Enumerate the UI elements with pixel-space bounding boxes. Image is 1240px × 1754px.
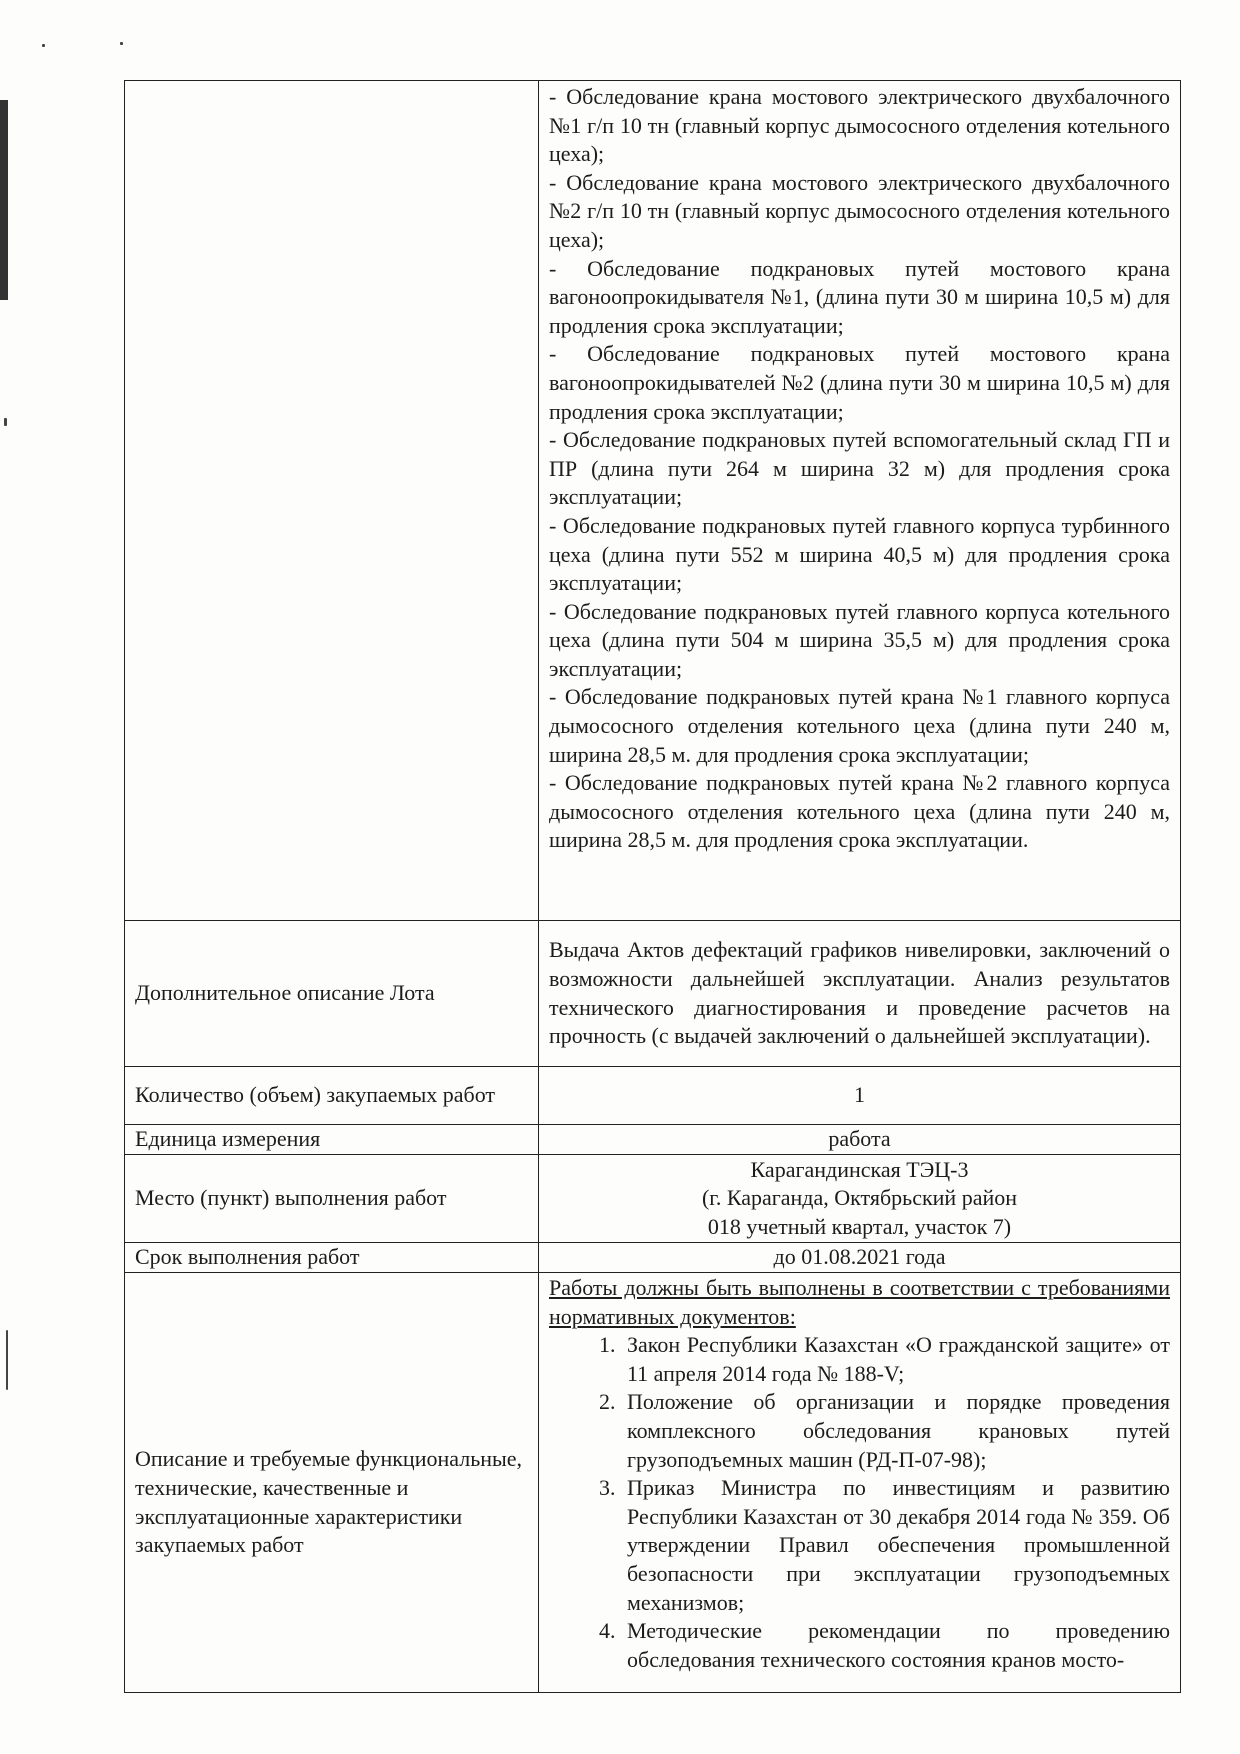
- survey-item: - Обследование подкрановых путей мостового крана вагоноопрокидывателя №1, (длина пути 30 м ширина 10,5 м) для продления срока эксплуатации;: [549, 255, 1170, 338]
- survey-item: - Обследование крана мостового электрического двухбалочного №2 г/п 10 тн (главный корпус дымососного отделения котельного цеха);: [549, 169, 1170, 252]
- table-row: [125, 1067, 1181, 1125]
- row-value: 1: [539, 1067, 1181, 1125]
- lot-spec-table: [124, 80, 1181, 1693]
- survey-item: - Обследование крана мостового электрического двухбалочного №1 г/п 10 тн (главный корпус дымососного отделения котельного цеха);: [549, 84, 1170, 167]
- row-label: Дополнительное описание Лота: [125, 921, 539, 1067]
- row-value: Выдача Актов дефектаций графиков нивелировки, заключений о возможности дальнейшей эксплуатации. Анализ результатов технического диагностирования и проведение расчетов на прочность (с выдачей заключений о дальнейшей эксплуатации).: [539, 921, 1181, 1067]
- location-line: (г. Караганда, Октябрьский район: [701, 1185, 1018, 1211]
- scan-speck: [120, 42, 123, 45]
- requirements-cell: [539, 1273, 1181, 1693]
- row-label: Место (пункт) выполнения работ: [125, 1155, 539, 1243]
- table-row: [125, 1243, 1181, 1273]
- row-label: Единица измерения: [125, 1125, 539, 1155]
- table-row: [125, 1125, 1181, 1155]
- survey-item: - Обследование подкрановых путей вспомогательный склад ГП и ПР (длина пути 264 м ширина 32 м) для продления срока эксплуатации;: [549, 427, 1170, 510]
- scan-speck: [42, 44, 45, 47]
- document-page: [124, 80, 1180, 1693]
- list-item: 2. Положение об организации и порядке проведения комплексного обследования крановых путей грузоподъемных машин (РД-П-07-98);: [621, 1388, 1170, 1474]
- table-row: [125, 1273, 1181, 1693]
- location-line: Карагандинская ТЭЦ-3: [750, 1156, 969, 1182]
- survey-items-cell: [539, 81, 1181, 921]
- survey-item: - Обследование подкрановых путей крана №2 главного корпуса дымососного отделения котельного цеха (длина пути 240 м, ширина 28,5 м. для продления срока эксплуатации.: [549, 770, 1170, 853]
- row-value: работа: [539, 1125, 1181, 1155]
- survey-item: - Обследование подкрановых путей главного корпуса турбинного цеха (длина пути 552 м ширина 40,5 м) для продления срока эксплуатации;: [549, 512, 1170, 596]
- row-label: Описание и требуемые функциональные, технические, качественные и эксплуатационные характеристики закупаемых работ: [125, 1273, 539, 1693]
- survey-item: - Обследование подкрановых путей мостового крана вагоноопрокидывателей №2 (длина пути 30 м ширина 10,5 м) для продления срока эксплуатации;: [549, 341, 1170, 424]
- requirements-list: [549, 1331, 1170, 1674]
- row-label: Срок выполнения работ: [125, 1243, 539, 1273]
- list-item: 1. Закон Республики Казахстан «О гражданской защите» от 11 апреля 2014 года № 188-V;: [621, 1331, 1170, 1388]
- list-item: 3. Приказ Министра по инвестициям и развитию Республики Казахстан от 30 декабря 2014 года № 359. Об утверждении Правил обеспечения промышленной безопасности при эксплуатации грузоподъемных механизмов;: [621, 1474, 1170, 1617]
- location-cell: [539, 1155, 1181, 1243]
- row-value: до 01.08.2021 года: [539, 1243, 1181, 1273]
- scan-speck: [4, 418, 7, 426]
- requirements-intro: Работы должны быть выполнены в соответствии с требованиями нормативных документов:: [549, 1275, 1170, 1329]
- scan-speck: [6, 1330, 8, 1390]
- table-row: [125, 1155, 1181, 1243]
- scan-edge-mark: [0, 100, 8, 300]
- list-item: 4. Методические рекомендации по проведению обследования технического состояния кранов мосто-: [621, 1617, 1170, 1674]
- table-row: [125, 921, 1181, 1067]
- row-label: Количество (объем) закупаемых работ: [125, 1067, 539, 1125]
- survey-item: - Обследование подкрановых путей крана №1 главного корпуса дымососного отделения котельного цеха (длина пути 240 м, ширина 28,5 м. для продления срока эксплуатации;: [549, 684, 1170, 767]
- survey-item: - Обследование подкрановых путей главного корпуса котельного цеха (длина пути 504 м ширина 35,5 м) для продления срока эксплуатации;: [549, 598, 1170, 681]
- location-line: 018 учетный квартал, участок 7): [707, 1213, 1012, 1239]
- table-row: [125, 81, 1181, 921]
- empty-label-cell: [125, 81, 539, 921]
